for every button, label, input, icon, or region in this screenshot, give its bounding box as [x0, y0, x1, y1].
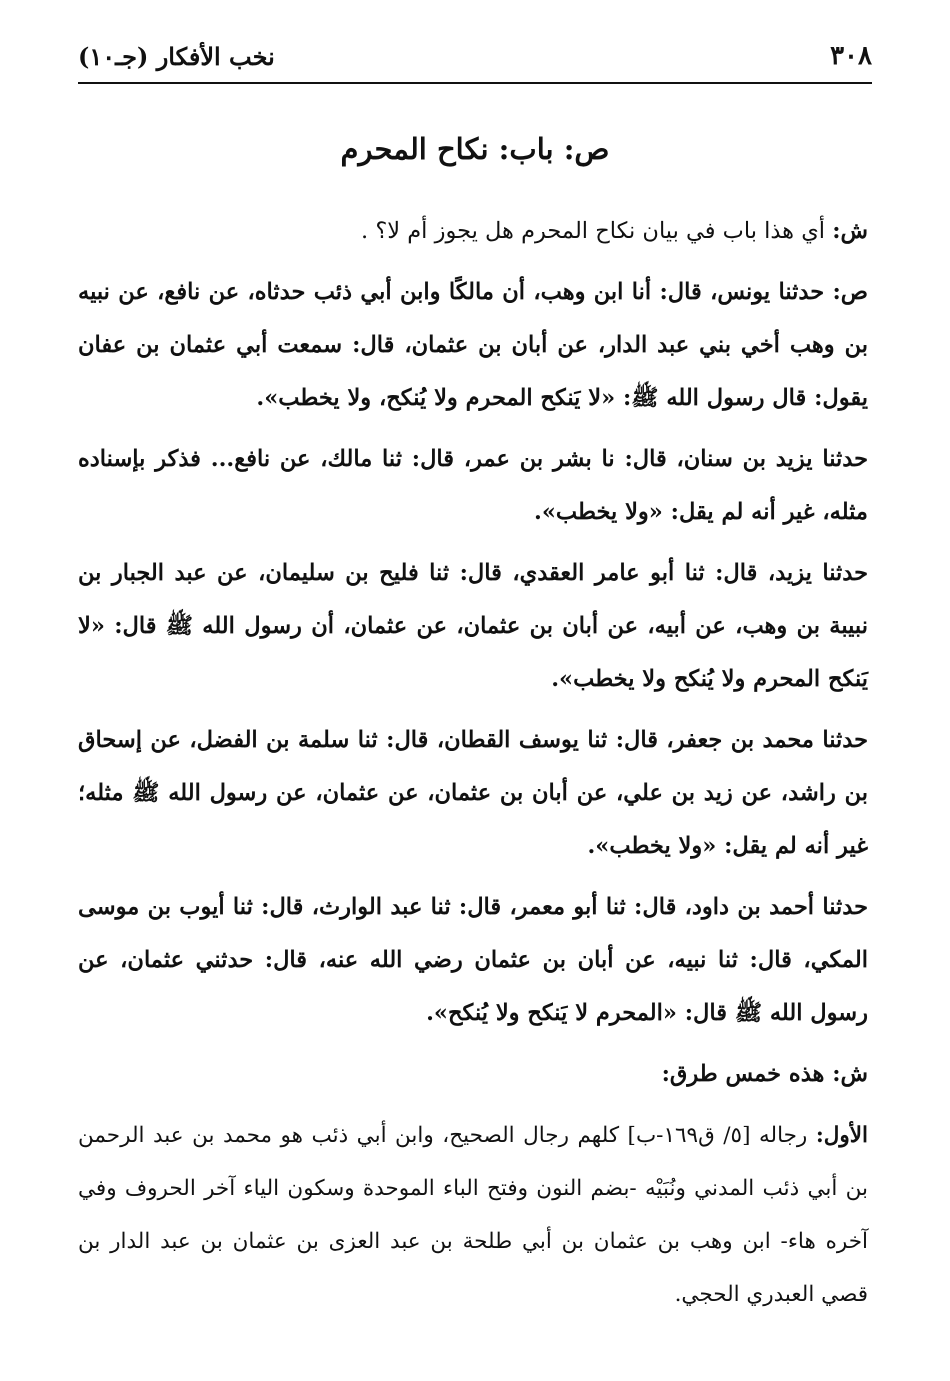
- paragraph-hadith-3: [78, 547, 868, 706]
- paragraph-text: رجاله [٥/ ق١٦٩-ب] كلهم رجال الصحيح، وابن أبي ذئب هو محمد بن عبد الرحمن بن أبي ذئب المدني ونُبَيْه -بضم النون وفتح الباء الموحدة وسكون الياء آخر الحروف وفي آخره هاء- ابن وهب بن عثمان بن أبي طلحة بن عبد العزى بن عثمان بن عبد الدار بن قصي العبدري الحجي.: [78, 1123, 868, 1307]
- running-header: [78, 30, 872, 84]
- section-title: ص: باب: نكاح المحرم: [340, 132, 610, 166]
- paragraph-text: حدثنا محمد بن جعفر، قال: ثنا يوسف القطان، قال: ثنا سلمة بن الفضل، عن إسحاق بن راشد، عن زيد بن علي، عن أبان بن عثمان، عن عثمان، عن رسول الله ﷺ مثله؛ غير أنه لم يقل: «ولا يخطب».: [78, 727, 868, 859]
- paragraph-commentary-intro: [78, 1048, 868, 1101]
- paragraph-text: حدثنا يونس، قال: أنا ابن وهب، أن مالكًا وابن أبي ذئب حدثاه، عن نافع، عن نبيه بن وهب أخي بني عبد الدار، عن أبان بن عثمان، قال: سمعت أبي عثمان بن عفان يقول: قال رسول الله ﷺ: «لا يَنكح المحرم ولا يُنكح، ولا يخطب».: [78, 279, 868, 411]
- paragraph-text: هذه خمس طرق:: [661, 1061, 833, 1087]
- paragraph-label: ش:: [832, 1061, 868, 1087]
- paragraph-label: ش:: [832, 218, 868, 244]
- paragraph-label: ص:: [832, 279, 868, 305]
- paragraph-hadith-4: [78, 714, 868, 873]
- page-number: ٣٠٨: [830, 41, 872, 71]
- paragraph-text: حدثنا أحمد بن داود، قال: ثنا أبو معمر، قال: ثنا عبد الوارث، قال: ثنا أيوب بن موسى المكي، قال: ثنا نبيه، عن أبان بن عثمان رضي الله عنه، قال: حدثني عثمان، عن رسول الله ﷺ قال: «المحرم لا يَنكح ولا يُنكح».: [78, 894, 868, 1026]
- paragraph-explanation: [78, 205, 868, 258]
- paragraph-text: حدثنا يزيد، قال: ثنا أبو عامر العقدي، قال: ثنا فليح بن سليمان، عن عبد الجبار بن نبيبة بن وهب، عن أبيه، عن أبان بن عثمان، عن عثمان، أن رسول الله ﷺ قال: «لا يَنكح المحرم ولا يُنكح ولا يخطب».: [78, 560, 868, 692]
- paragraph-hadith-5: [78, 881, 868, 1040]
- paragraph-label: الأول:: [815, 1123, 868, 1148]
- paragraph-text: حدثنا يزيد بن سنان، قال: نا بشر بن عمر، قال: ثنا مالك، عن نافع... فذكر بإسناده مثله، غير أنه لم يقل: «ولا يخطب».: [78, 446, 868, 525]
- paragraph-commentary-first: [78, 1109, 868, 1321]
- paragraph-hadith-2: [78, 433, 868, 539]
- paragraph-hadith-1: [78, 266, 868, 425]
- body-text: [78, 205, 868, 1329]
- paragraph-text: أي هذا باب في بيان نكاح المحرم هل يجوز أم لا؟ .: [361, 218, 833, 244]
- book-title: نخب الأفكار (جـ١٠): [78, 41, 275, 71]
